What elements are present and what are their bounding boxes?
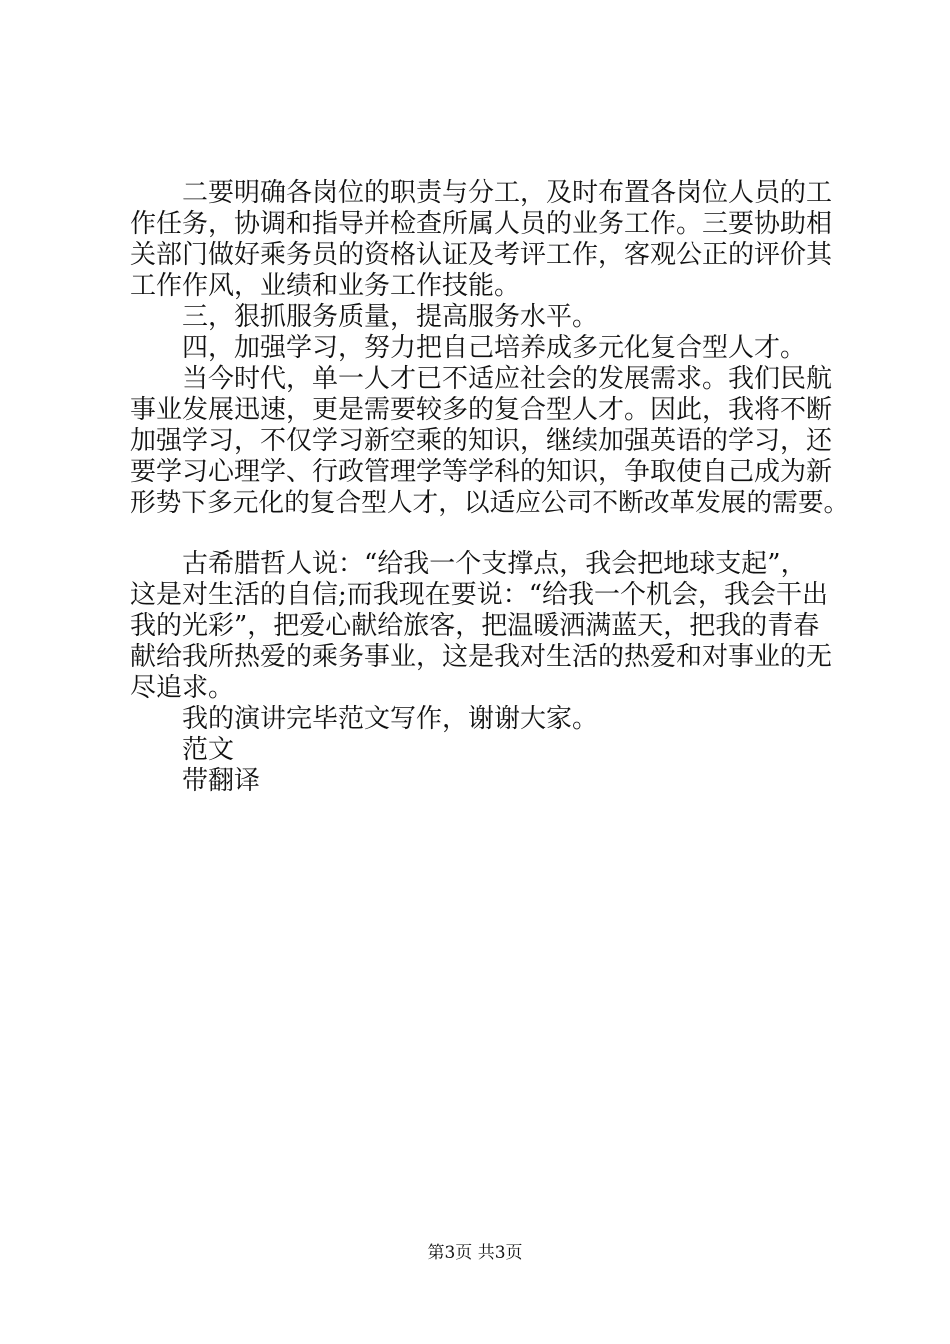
- paragraph-line: 献给我所热爱的乘务事业，这是我对生活的热爱和对事业的无: [130, 642, 833, 672]
- paragraph-line: 古希腊哲人说：“给我一个支撑点，我会把地球支起”，: [182, 549, 807, 579]
- paragraph-line: 工作作风，业绩和业务工作技能。: [130, 271, 521, 301]
- paragraph-line: 当今时代，单一人才已不适应社会的发展需求。我们民航: [182, 364, 833, 394]
- paragraph-line: 作任务，协调和指导并检查所属人员的业务工作。三要协助相: [130, 209, 833, 239]
- closing-line: 我的演讲完毕范文写作，谢谢大家。: [182, 704, 599, 734]
- paragraph-gap: [130, 519, 850, 549]
- paragraph-line: 尽追求。: [130, 673, 235, 703]
- paragraph-line: 要学习心理学、行政管理学等学科的知识，争取使自己成为新: [130, 457, 833, 487]
- section-heading: 三，狠抓服务质量，提高服务水平。: [182, 302, 599, 332]
- paragraph-line: 形势下多元化的复合型人才，以适应公司不断改革发展的需要。: [130, 488, 850, 518]
- document-body: [130, 178, 850, 797]
- section-heading: 四，加强学习，努力把自己培养成多元化复合型人才。: [182, 333, 807, 363]
- paragraph-line: 事业发展迅速，更是需要较多的复合型人才。因此，我将不断: [130, 395, 833, 425]
- paragraph-line: 我的光彩”，把爱心献给旅客，把温暖洒满蓝天，把我的青春: [130, 611, 820, 641]
- page-number-footer: 第3页 共3页: [427, 1243, 523, 1263]
- paragraph-line: 二要明确各岗位的职责与分工，及时布置各岗位人员的工: [182, 178, 833, 208]
- paragraph-line: 这是对生活的自信;而我现在要说：“给我一个机会，我会干出: [130, 580, 829, 610]
- paragraph-line: 关部门做好乘务员的资格认证及考评工作，客观公正的评价其: [130, 240, 833, 270]
- paragraph-line: 加强学习，不仅学习新空乘的知识，继续加强英语的学习，还: [130, 426, 833, 456]
- closing-line: 带翻译: [182, 766, 261, 796]
- closing-line: 范文: [182, 735, 235, 765]
